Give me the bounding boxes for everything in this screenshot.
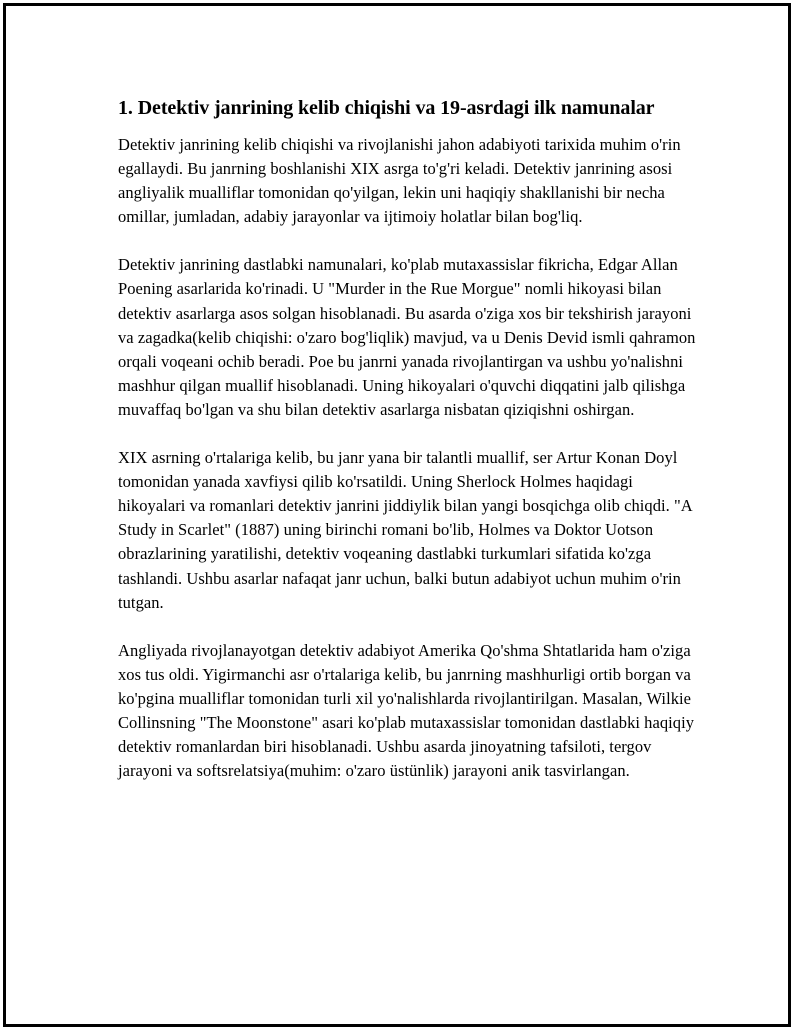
- paragraph-origin: Detektiv janrining kelib chiqishi va rivojlanishi jahon adabiyoti tarixida muhim o'rin egallaydi. Bu janrning boshlanishi XIX asrga to'g'ri keladi. Detektiv janrining asosi angliyalik mualliflar tomonidan qo'yilgan, lekin uni haqiqiy shakllanishi bir necha omillar, jumladan, adabiy jarayonlar va ijtimoiy holatlar bilan bog'liq.: [118, 135, 681, 227]
- paragraph-conan-doyle: XIX asrning o'rtalariga kelib, bu janr yana bir talantli muallif, ser Artur Konan Doyl tomonidan yanada xavfiysi qilib ko'rsatildi. Uning Sherlock Holmes haqidagi hikoyalari va romanlari detektiv janrini jiddiylik bilan yangi bosqichga olib chiqdi. "A Study in Scarlet" (1887) uning birinchi romani bo'lib, Holmes va Doktor Uotson obrazlarining yaratilishi, detektiv voqeaning dastlabki turkumlari sifatida ko'zga tashlandi. Ushbu asarlar nafaqat janr uchun, balki butun adabiyot uchun muhim o'rin tutgan.: [118, 448, 692, 612]
- document-body: [118, 95, 698, 807]
- paragraph-poe: Detektiv janrining dastlabki namunalari, ko'plab mutaxassislar fikricha, Edgar Allan Poening asarlarida ko'rinadi. U "Murder in the Rue Morgue" nomli hikoyasi bilan detektiv asarlarga asos solgan hisoblanadi. Bu asarda o'ziga xos bir tekshirish jarayoni va zagadka(kelib chiqishi: o'zaro bog'liqlik) mavjud, va u Denis Devid ismli qahramon orqali voqeani ochib beradi. Poe bu janrni yanada rivojlantirgan va ushbu yo'nalishni mashhur qilgan muallif hisoblanadi. Uning hikoyalari o'quvchi diqqatini jalb qilishga muvaffaq bo'lgan va shu bilan detektiv asarlarga nisbatan qiziqishni oshirgan.: [118, 255, 696, 419]
- section-heading: 1. Detektiv janrining kelib chiqishi va 19-asrdagi ilk namunalar: [118, 97, 655, 119]
- paragraph-america-collins: Angliyada rivojlanayotgan detektiv adabiyot Amerika Qo'shma Shtatlarida ham o'ziga xos tus oldi. Yigirmanchi asr o'rtalariga kelib, bu janrning mashhurligi ortib borgan va ko'pgina mualliflar tomonidan turli xil yo'nalishlarda rivojlantirilgan. Masalan, Wilkie Collinsning "The Moonstone" asari ko'plab mutaxassislar tomonidan dastlabki haqiqiy detektiv romanlardan biri hisoblanadi. Ushbu asarda jinoyatning tafsiloti, tergov jarayoni va softsrelatsiya(muhim: o'zaro üstünlik) jarayoni anik tasvirlangan.: [118, 640, 695, 781]
